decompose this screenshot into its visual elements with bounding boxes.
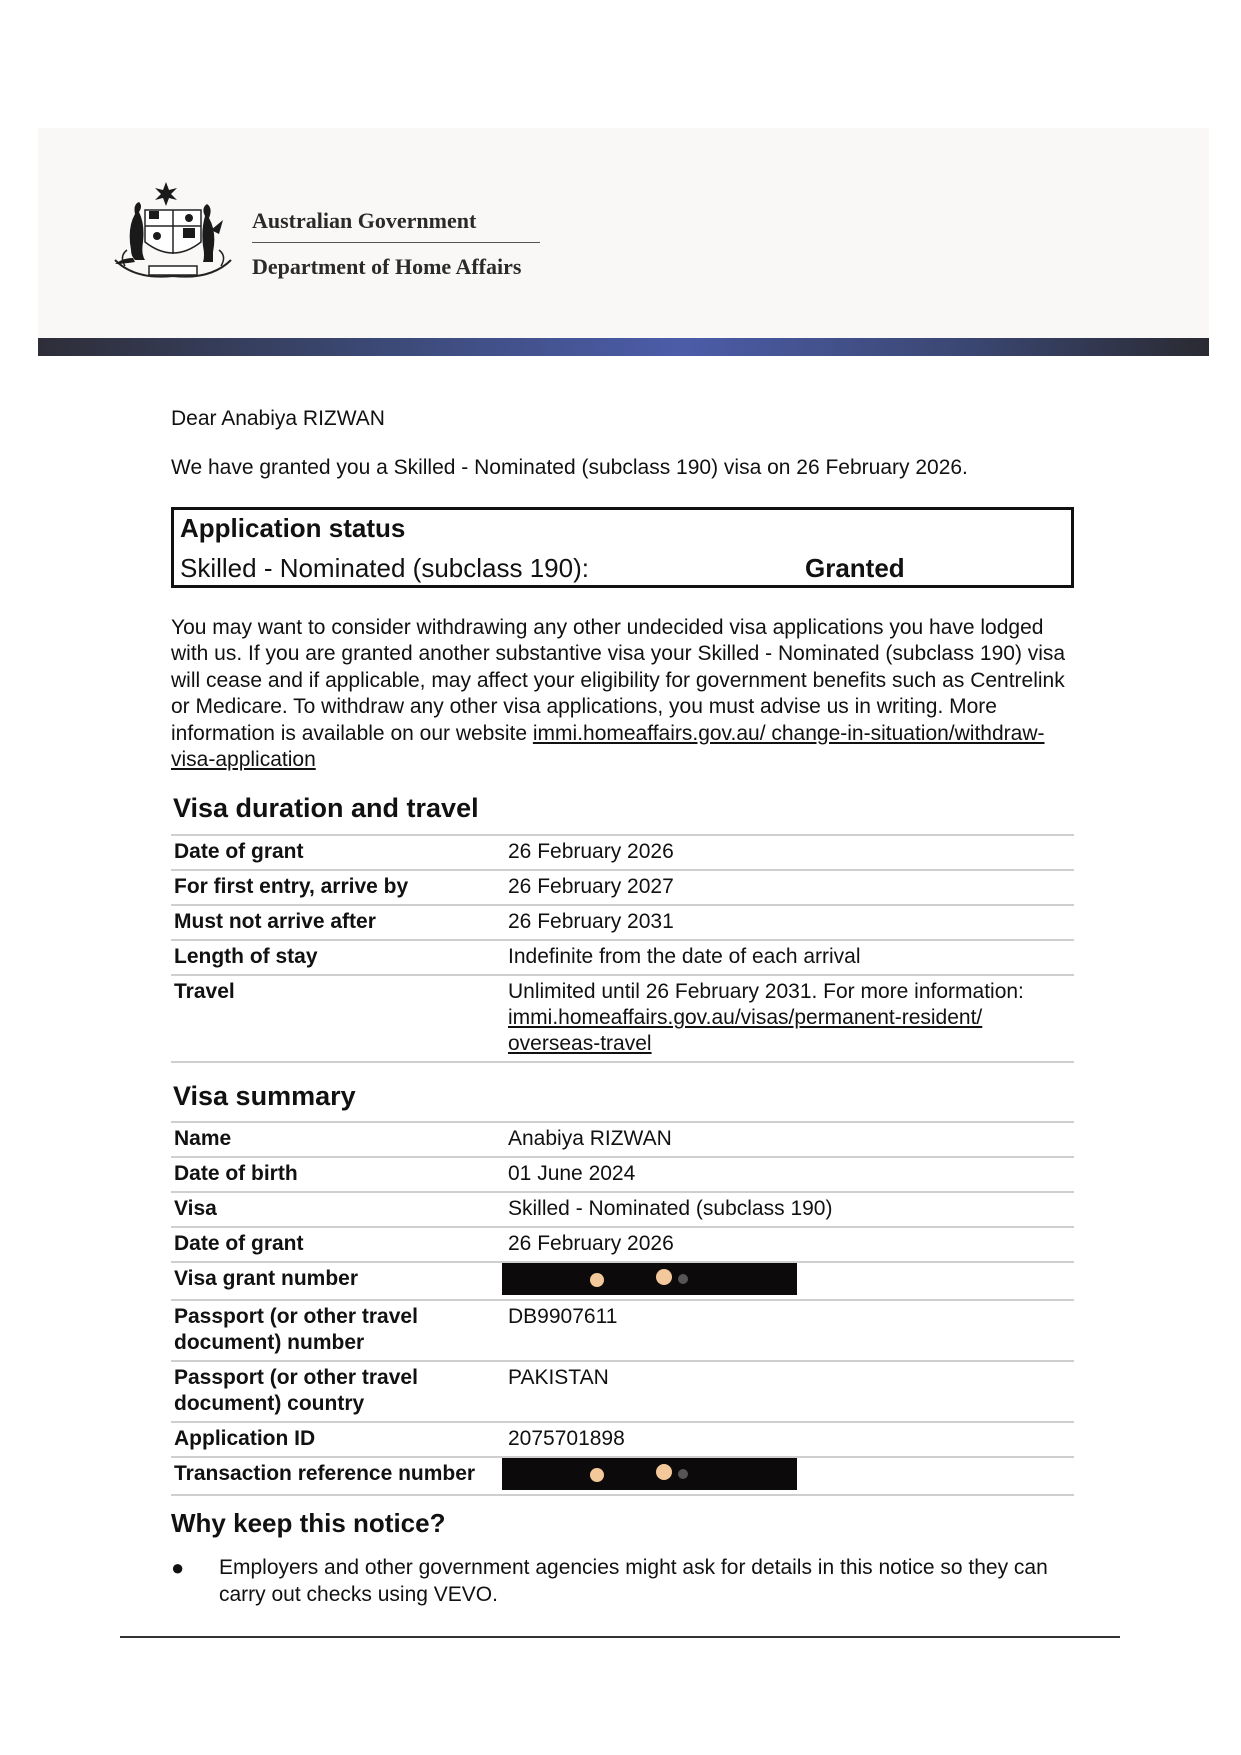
row-label: Travel	[174, 980, 235, 1003]
summary-table	[171, 1121, 1074, 1496]
table-row	[171, 1157, 1074, 1192]
row-label: Passport (or other travel document) number	[174, 1305, 418, 1354]
header-band	[38, 338, 1209, 356]
row-value	[505, 1262, 1074, 1300]
row-value: 01 June 2024	[508, 1162, 636, 1185]
row-value: 26 February 2031	[508, 910, 674, 933]
row-label: Date of grant	[174, 840, 304, 863]
row-label: Date of grant	[174, 1232, 304, 1255]
row-value: Indefinite from the date of each arrival	[508, 945, 861, 968]
row-label: For first entry, arrive by	[174, 875, 409, 898]
row-label: Visa grant number	[174, 1267, 358, 1290]
travel-text: Unlimited until 26 February 2031. For more information:	[508, 980, 1024, 1003]
row-value: 2075701898	[508, 1427, 625, 1450]
row-label: Length of stay	[174, 945, 318, 968]
row-label: Transaction reference number	[174, 1462, 476, 1485]
status-value: Granted	[805, 553, 905, 583]
list-item	[171, 1554, 1071, 1608]
row-value: 26 February 2027	[508, 875, 674, 898]
redaction-block	[502, 1458, 797, 1490]
status-visa-label: Skilled - Nominated (subclass 190):	[180, 553, 589, 583]
bullet-icon: ●	[171, 1555, 185, 1580]
status-title: Application status	[180, 513, 406, 543]
table-row	[171, 1457, 1074, 1495]
table-row	[171, 905, 1074, 940]
table-row	[171, 1300, 1074, 1361]
table-row	[171, 975, 1074, 1062]
row-label: Passport (or other travel document) country	[174, 1366, 418, 1415]
row-label: Must not arrive after	[174, 910, 376, 933]
footer-divider	[120, 1636, 1120, 1638]
greeting: Dear Anabiya RIZWAN	[171, 407, 385, 430]
grant-statement: We have granted you a Skilled - Nominated (subclass 190) visa on 26 February 2026.	[171, 456, 968, 479]
coat-of-arms-icon	[105, 180, 241, 286]
department-name: Department of Home Affairs	[252, 254, 522, 279]
divider	[252, 242, 540, 243]
overseas-travel-link[interactable]: immi.homeaffairs.gov.au/visas/permanent-resident/ overseas-travel	[508, 1006, 983, 1055]
advice-text: You may want to consider withdrawing any other undecided visa applications you have lodged with us. If you are granted another substantive visa your Skilled - Nominated (subclass 190) visa will cease and if applicable, may affect your eligibility for government benefits such as Centrelink or Medicare. To withdraw any other visa applications, you must advise us in writing. More information is available on our website	[171, 616, 1066, 745]
withdraw-application-link[interactable]: immi.homeaffairs.gov.au/ change-in-situation/withdraw-visa-application	[171, 721, 1045, 772]
row-value: 26 February 2026	[508, 1232, 674, 1255]
table-row	[171, 1122, 1074, 1157]
row-label: Date of birth	[174, 1162, 298, 1185]
table-row	[171, 1262, 1074, 1300]
table-row	[171, 1227, 1074, 1262]
row-value: Skilled - Nominated (subclass 190)	[508, 1197, 833, 1220]
row-value	[505, 1457, 1074, 1495]
duration-table	[171, 834, 1074, 1063]
org-name: Australian Government	[252, 208, 477, 233]
advice-paragraph	[171, 615, 1076, 773]
bullet-text: Employers and other government agencies might ask for details in this notice so they can carry out checks using VEVO.	[219, 1556, 1048, 1606]
table-row	[171, 1422, 1074, 1457]
row-label: Name	[174, 1127, 232, 1150]
duration-section-title: Visa duration and travel	[173, 793, 479, 823]
application-status-box	[171, 507, 1074, 588]
table-row	[171, 870, 1074, 905]
table-row	[171, 1361, 1074, 1422]
table-row	[171, 1192, 1074, 1227]
table-row	[171, 835, 1074, 870]
redaction-block	[502, 1263, 797, 1295]
row-label: Visa	[174, 1197, 217, 1220]
row-value: 26 February 2026	[508, 840, 674, 863]
summary-section-title: Visa summary	[173, 1081, 356, 1111]
table-row	[171, 940, 1074, 975]
row-value: PAKISTAN	[508, 1366, 609, 1389]
row-value: Anabiya RIZWAN	[508, 1127, 672, 1150]
row-value	[505, 975, 1074, 1062]
row-label: Application ID	[174, 1427, 316, 1450]
why-keep-title: Why keep this notice?	[171, 1508, 446, 1538]
row-value: DB9907611	[508, 1305, 618, 1328]
